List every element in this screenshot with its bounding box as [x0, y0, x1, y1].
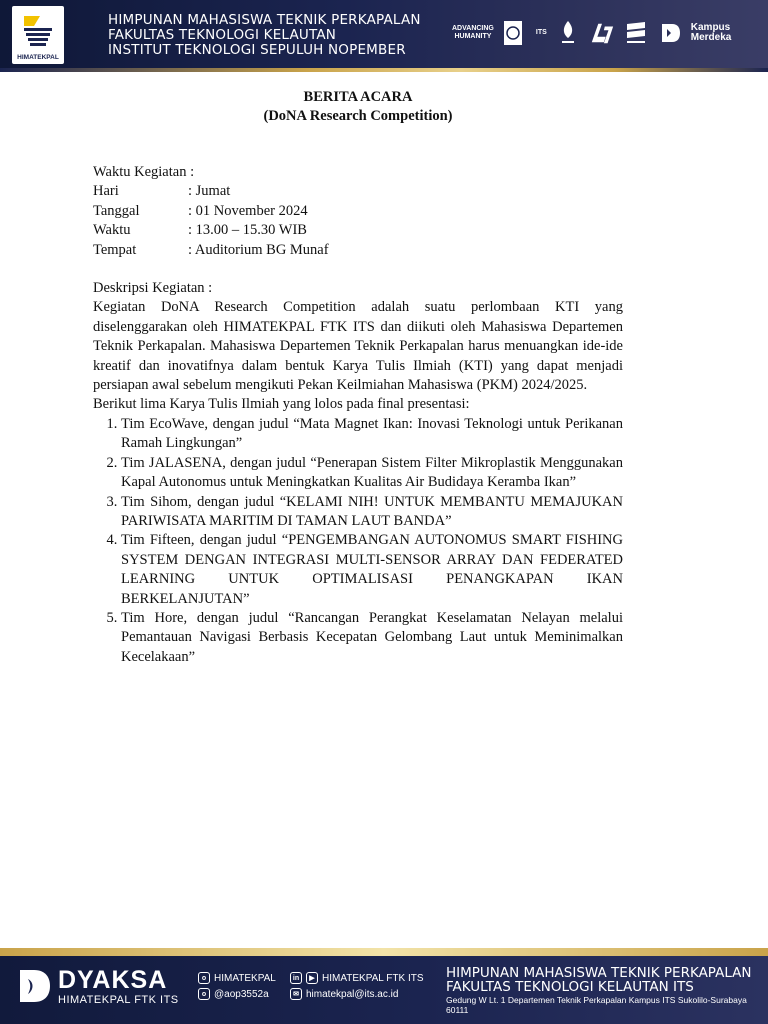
- document-subtitle: (DoNA Research Competition): [263, 108, 453, 124]
- list-item: 5. Tim Hore, dengan judul “Rancangan Perangkat Keselamatan Nelayan melalui Pemantauan Navigasi Berbasis Kecepatan Gelombang Laut untuk Meminimalkan Kecelakaan”: [121, 609, 623, 667]
- email-contact: [290, 988, 398, 1000]
- field-label: Hari: [93, 183, 119, 200]
- field-value: : Jumat: [188, 183, 231, 200]
- its-label: ITS: [535, 29, 547, 36]
- list-item: 3. Tim Sihom, dengan judul “KELAMI NIH! UNTUK MEMBANTU MEMAJUKAN PARIWISATA MARITIM DI TAMAN LAUT BANDA”: [121, 493, 623, 532]
- finalist-list: [93, 415, 623, 667]
- field-row: [93, 202, 623, 221]
- flame-icon: [555, 18, 581, 48]
- logo-text: HIMATEKPAL: [17, 54, 59, 61]
- letterhead-footer: [0, 956, 768, 1024]
- header-accent-stripe: [0, 68, 768, 72]
- advancing-humanity-text: [452, 25, 494, 41]
- footer-title-line: HIMPUNAN MAHASISWA TEKNIK PERKAPALAN: [446, 965, 752, 981]
- advancing-line: ADVANCING: [452, 25, 494, 32]
- email-text: himatekpal@its.ac.id: [306, 988, 399, 1000]
- list-item: 2. Tim JALASENA, dengan judul “Penerapan Sistem Filter Mikroplastik Menggunakan Kapal Autonomus untuk Meningkatkan Kualitas Air Budidaya Keramba Ikan”: [121, 454, 623, 493]
- instagram-text: HIMATEKPAL: [214, 972, 276, 984]
- document-body: [93, 163, 623, 667]
- letterhead-header: [0, 0, 768, 70]
- field-label: Tempat: [93, 241, 137, 258]
- linkedin-icon: in: [290, 972, 302, 984]
- list-item: 4. Tim Fifteen, dengan judul “PENGEMBANGAN AUTONOMUS SMART FISHING SYSTEM DENGAN INTEGRASI MULTI-SENSOR ARRAY DAN FEDERATED LEARNING UNTUK OPTIMALISASI PENANGKAPAN IKAN BERKELANJUTAN”: [121, 531, 623, 609]
- line-handle: [198, 988, 269, 1000]
- footer-accent-stripe: [0, 948, 768, 956]
- field-value: : 13.00 – 15.30 WIB: [188, 222, 307, 239]
- partner-logos: [452, 14, 731, 52]
- footer-title: [446, 966, 751, 994]
- number-logo-icon: [589, 18, 615, 48]
- youtube-icon: ▶: [306, 972, 318, 984]
- document-title: BERITA ACARA: [303, 89, 413, 105]
- footer-title-line: FAKULTAS TEKNOLOGI KELAUTAN ITS: [446, 979, 694, 995]
- line-icon: o: [198, 988, 210, 1000]
- spacer: [93, 260, 623, 279]
- dyaksa-subtitle: HIMATEKPAL FTK ITS: [58, 994, 179, 1006]
- kampus-line: Merdeka: [690, 32, 732, 43]
- email-icon: ✉: [290, 988, 302, 1000]
- header-title-line: INSTITUT TEKNOLOGI SEPULUH NOPEMBER: [108, 42, 406, 58]
- field-value: : Auditorium BG Munaf: [188, 241, 329, 258]
- field-row: [93, 221, 623, 240]
- instagram-handle: [198, 972, 276, 984]
- field-row: [93, 182, 623, 201]
- himatekpal-logo: [12, 6, 64, 64]
- description-paragraph: Kegiatan DoNA Research Competition adalah suatu perlombaan KTI yang diselenggarakan oleh HIMATEKPAL FTK ITS dan diikuti oleh Mahasiswa Departemen Teknik Perkapalan. Mahasiswa Departemen Teknik Perkapalan harus menuangkan ide-ide kreatif dan inovatifnya dalam bentuk Karya Tulis Ilmiah (KTI) yang dapat menjadi persiapan awal sebelum mengikuti Pekan Keilmiahan Mahasiswa (PKM) 2024/2025.: [93, 299, 623, 394]
- header-title-line: HIMPUNAN MAHASISWA TEKNIK PERKAPALAN: [108, 12, 421, 28]
- field-label: Waktu: [93, 222, 131, 239]
- footer-address: Gedung W Lt. 1 Departemen Teknik Perkapalan Kampus ITS Sukolilo-Surabaya 60111: [446, 995, 747, 1015]
- kampus-merdeka-icon: [657, 18, 683, 48]
- advancing-line: HUMANITY: [454, 33, 492, 40]
- dyaksa-logo-icon: [16, 966, 52, 1006]
- himatekpal-logo-icon: [20, 12, 56, 48]
- dyaksa-brand: DYAKSA: [58, 966, 168, 994]
- time-heading: Waktu Kegiatan :: [93, 164, 195, 180]
- linkedin-youtube-text: HIMATEKPAL FTK ITS: [322, 972, 424, 984]
- line-text: @aop3552a: [214, 988, 269, 1000]
- instagram-icon: o: [198, 972, 210, 984]
- field-label: Tanggal: [93, 202, 140, 219]
- field-row: [93, 241, 623, 260]
- kampus-merdeka-text: [691, 23, 732, 43]
- field-value: : 01 November 2024: [188, 202, 308, 219]
- its-seal-icon: [502, 18, 528, 48]
- header-title: [108, 13, 421, 58]
- description-heading: Deskripsi Kegiatan :: [93, 280, 213, 297]
- finalist-intro: Berikut lima Karya Tulis Ilmiah yang lolos pada final presentasi:: [93, 396, 470, 413]
- document-title-block: [0, 88, 716, 126]
- kampus-line: Kampus: [690, 22, 731, 33]
- book-logo-icon: [623, 18, 649, 48]
- linkedin-youtube-handle: [290, 972, 424, 984]
- list-item: 1. Tim EcoWave, dengan judul “Mata Magnet Ikan: Inovasi Teknologi untuk Perikanan Ramah Lingkungan”: [121, 415, 623, 454]
- header-title-line: FAKULTAS TEKNOLOGI KELAUTAN: [108, 27, 337, 43]
